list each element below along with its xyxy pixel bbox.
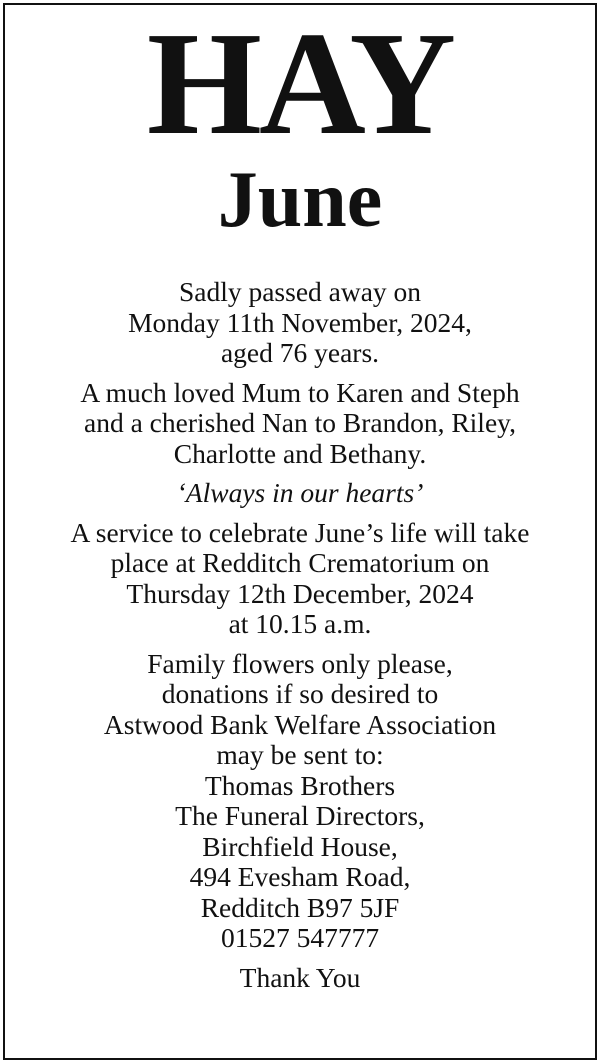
text-line: Astwood Bank Welfare Association xyxy=(103,708,497,740)
text-line: may be sent to: xyxy=(216,739,384,770)
address-line: Birchfield House, xyxy=(202,830,398,862)
text-line: Thank You xyxy=(239,961,361,993)
family-tribute xyxy=(5,378,595,470)
text-line: A service to celebrate June’s life will take xyxy=(70,516,530,548)
death-announcement xyxy=(5,277,595,369)
surname-heading: HAY xyxy=(146,2,454,166)
flowers-donations xyxy=(5,649,595,954)
text-line: aged 76 years. xyxy=(220,337,380,368)
text-line: and a cherished Nan to Brandon, Riley, xyxy=(84,407,516,438)
text-line: at 10.15 a.m. xyxy=(228,608,372,639)
text-line: The Funeral Directors, xyxy=(175,800,425,831)
closing-thanks xyxy=(5,963,595,994)
text-line: Monday 11th November, 2024, xyxy=(128,306,472,338)
text-line: place at Redditch Crematorium on xyxy=(110,547,490,578)
text-line: Charlotte and Bethany. xyxy=(173,437,427,469)
memorial-quote xyxy=(5,478,595,509)
text-line: ‘Always in our hearts’ xyxy=(176,477,424,508)
text-line: A much loved Mum to Karen and Steph xyxy=(80,376,520,408)
address-line: Redditch B97 5JF xyxy=(200,891,400,923)
funeral-director-name: Thomas Brothers xyxy=(204,769,396,801)
text-line: Thursday 12th December, 2024 xyxy=(126,577,474,609)
address-line: 494 Evesham Road, xyxy=(189,861,411,892)
forename-heading: June xyxy=(217,156,383,244)
notice-body xyxy=(5,277,595,1002)
phone-number: 01527 547777 xyxy=(220,922,380,953)
text-line: Sadly passed away on xyxy=(178,276,422,307)
obituary-notice xyxy=(3,3,597,1060)
text-line: Family flowers only please, xyxy=(147,647,453,679)
text-line: donations if so desired to xyxy=(161,678,439,709)
service-details xyxy=(5,518,595,640)
